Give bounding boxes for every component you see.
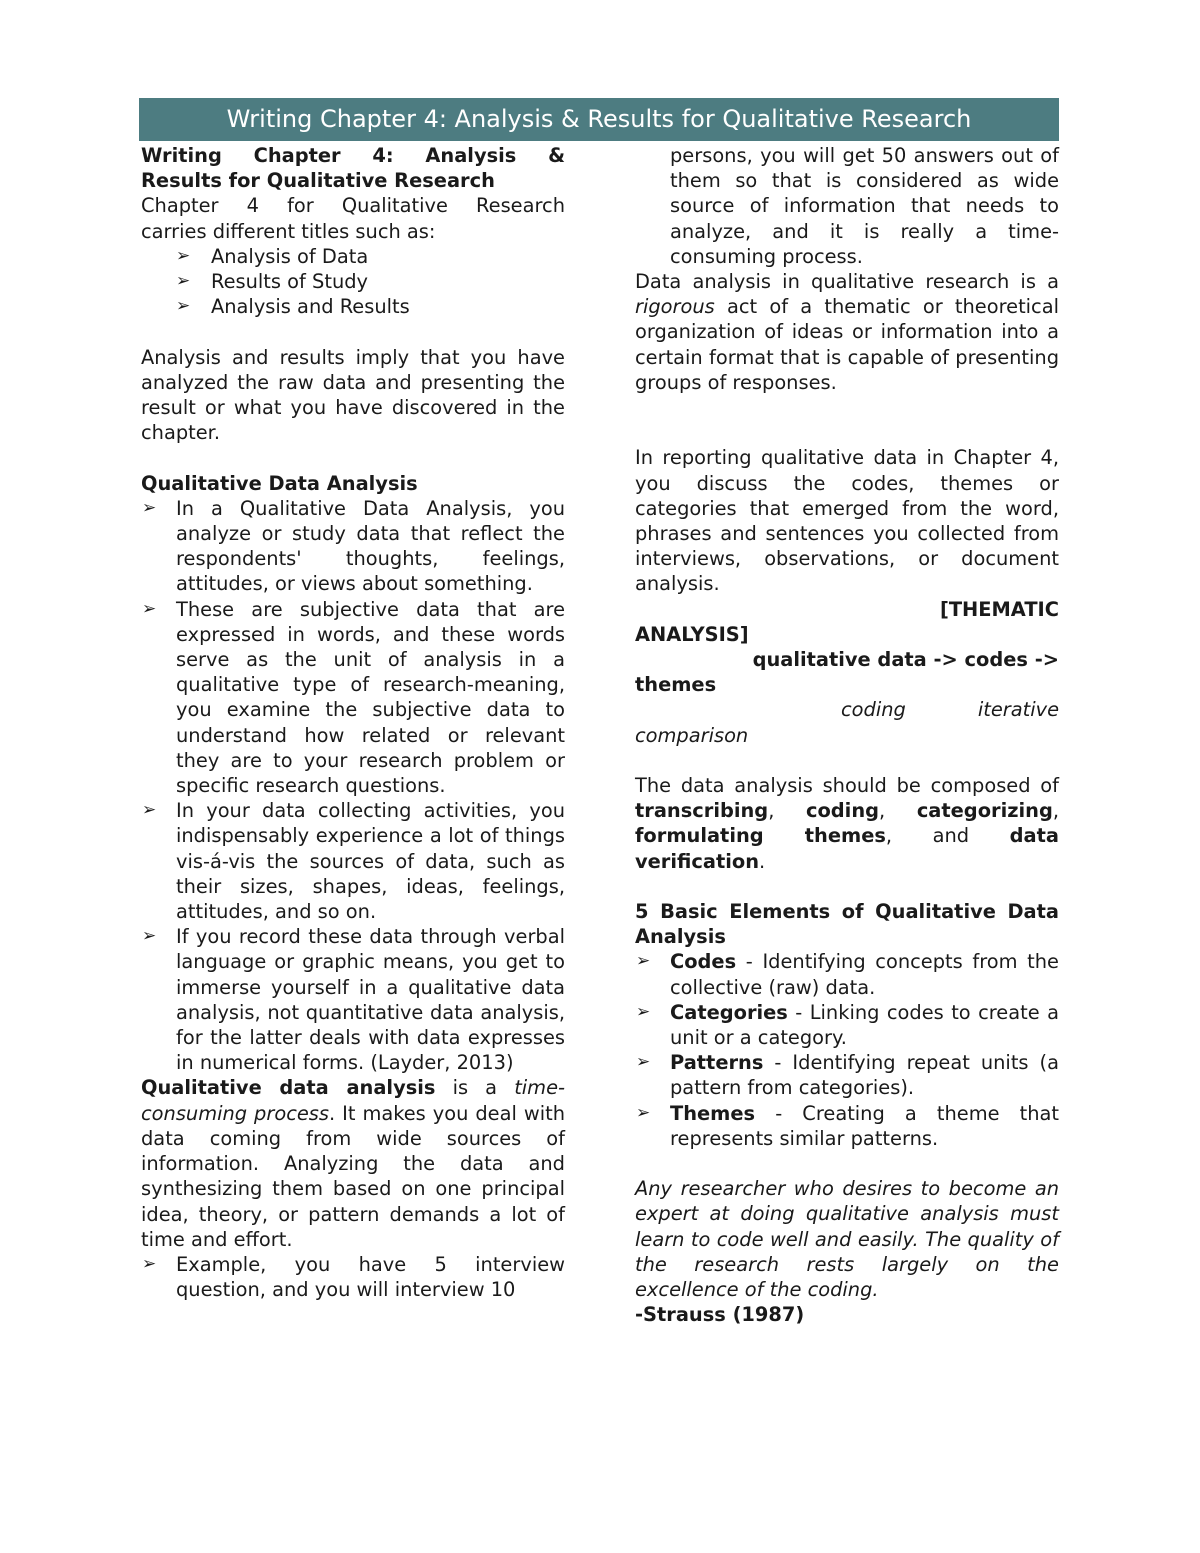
qda-bullet: ➢ These are subjective data that are expressed in words, and these words serve as the unit of analysis in a qualitative type of research-meaning, you examine the subjective data to understand how related or relevant they are to your research problem or specific research questions. [142, 597, 565, 798]
arrowhead-bullet-icon: ➢ [176, 271, 191, 292]
reporting-paragraph: In reporting qualitative data in Chapter 4, you discuss the codes, themes or categories that emerged from the word, phrases and sentences you collected from interviews, observations, or document analysis. [635, 446, 1059, 596]
results-paragraph: Analysis and results imply that you have analyzed the raw data and presenting the result or what you have discovered in the chapter. [141, 345, 565, 445]
elements-heading: 5 Basic Elements of Qualitative Data Analysis [635, 900, 1059, 949]
thematic-analysis-line-1: [THEMATIC [939, 597, 1059, 621]
coding-line-2: comparison [635, 723, 749, 747]
rigorous-paragraph: Data analysis in qualitative research is a rigorous act of a thematic or theoretical organization of ideas or information into a certain format that is capable of presenting groups of responses. [635, 270, 1059, 394]
element-item-categories: ➢ Categories - Linking codes to create a unit or a category. [636, 1000, 1059, 1050]
left-column [141, 143, 565, 1302]
arrowhead-bullet-icon: ➢ [636, 951, 651, 972]
arrowhead-bullet-icon: ➢ [636, 1102, 651, 1123]
element-item-patterns: ➢ Patterns - Identifying repeat units (a pattern from categories). [636, 1051, 1059, 1100]
example-bullet-line-2: question, and you will interview 10 [176, 1278, 516, 1302]
qda-heading: Qualitative Data Analysis [141, 471, 418, 495]
qda-bullet: ➢ In your data collecting activities, you indispensably experience a lot of things vis-á-vis the sources of data, such as their sizes, shapes, ideas, feelings, attitudes, and so on. [142, 799, 565, 924]
flow-line-1: qualitative data -> codes -> [752, 648, 1059, 672]
title-list-item: ➢ Results of Study [176, 270, 369, 294]
arrowhead-bullet-icon: ➢ [142, 926, 157, 947]
example-bullet-line-1: ➢ Example, you have 5 interview [142, 1252, 565, 1276]
arrowhead-bullet-icon: ➢ [142, 598, 157, 619]
arrowhead-bullet-icon: ➢ [176, 296, 191, 317]
element-item-themes: ➢ Themes - Creating a theme that represents similar patterns. [636, 1101, 1059, 1150]
example-continuation: persons, you will get 50 answers out of them so that is considered as wide source of information that needs to analyze, and it is really a time-consuming process. [670, 144, 1059, 268]
title-list-item: ➢ Analysis and Results [176, 295, 410, 319]
arrowhead-bullet-icon: ➢ [142, 1253, 157, 1274]
qda-bullet: ➢ In a Qualitative Data Analysis, you analyze or study data that reflect the respondents' thoughts, feelings, attitudes, or views about something. [142, 496, 565, 596]
arrowhead-bullet-icon: ➢ [176, 245, 191, 266]
page-title-banner: Writing Chapter 4: Analysis & Results for Qualitative Research [139, 98, 1059, 141]
time-consuming-paragraph: Qualitative data analysis is a time-consuming process. It makes you deal with data coming from wide sources of information. Analyzing the data and synthesizing them based on one principal idea, theory, or pattern demands a lot of time and effort. [141, 1076, 565, 1251]
coding-line-1: coding iterative [841, 698, 1059, 722]
arrowhead-bullet-icon: ➢ [142, 497, 157, 518]
intro-line-2: carries different titles such as: [141, 219, 436, 243]
title-list-item: ➢ Analysis of Data [176, 244, 369, 268]
composition-paragraph: The data analysis should be composed of transcribing, coding, categorizing, formulating themes, and data verification. [635, 774, 1060, 873]
element-item-codes: ➢ Codes - Identifying concepts from the collective (raw) data. [636, 950, 1059, 999]
qda-bullet: ➢ If you record these data through verbal language or graphic means, you get to immerse yourself in a qualitative data analysis, not quantitative data analysis, for the latter deals with data expresses in numerical forms. (Layder, 2013) [142, 925, 565, 1075]
strauss-quote: Any researcher who desires to become an expert at doing qualitative analysis must learn to code well and easily. The quality of the research rests largely on the excellence of the coding. [635, 1177, 1059, 1302]
quote-author: -Strauss (1987) [635, 1303, 805, 1327]
arrowhead-bullet-icon: ➢ [142, 800, 157, 821]
section-heading-line-1: Writing Chapter 4: Analysis & [141, 144, 565, 167]
intro-line-1: Chapter 4 for Qualitative Research [141, 194, 565, 218]
arrowhead-bullet-icon: ➢ [636, 1052, 651, 1073]
flow-line-2: themes [635, 673, 717, 697]
right-column [635, 143, 1059, 1327]
thematic-analysis-line-2: ANALYSIS] [635, 622, 749, 646]
section-heading-line-2: Results for Qualitative Research [141, 169, 495, 193]
arrowhead-bullet-icon: ➢ [636, 1001, 651, 1022]
